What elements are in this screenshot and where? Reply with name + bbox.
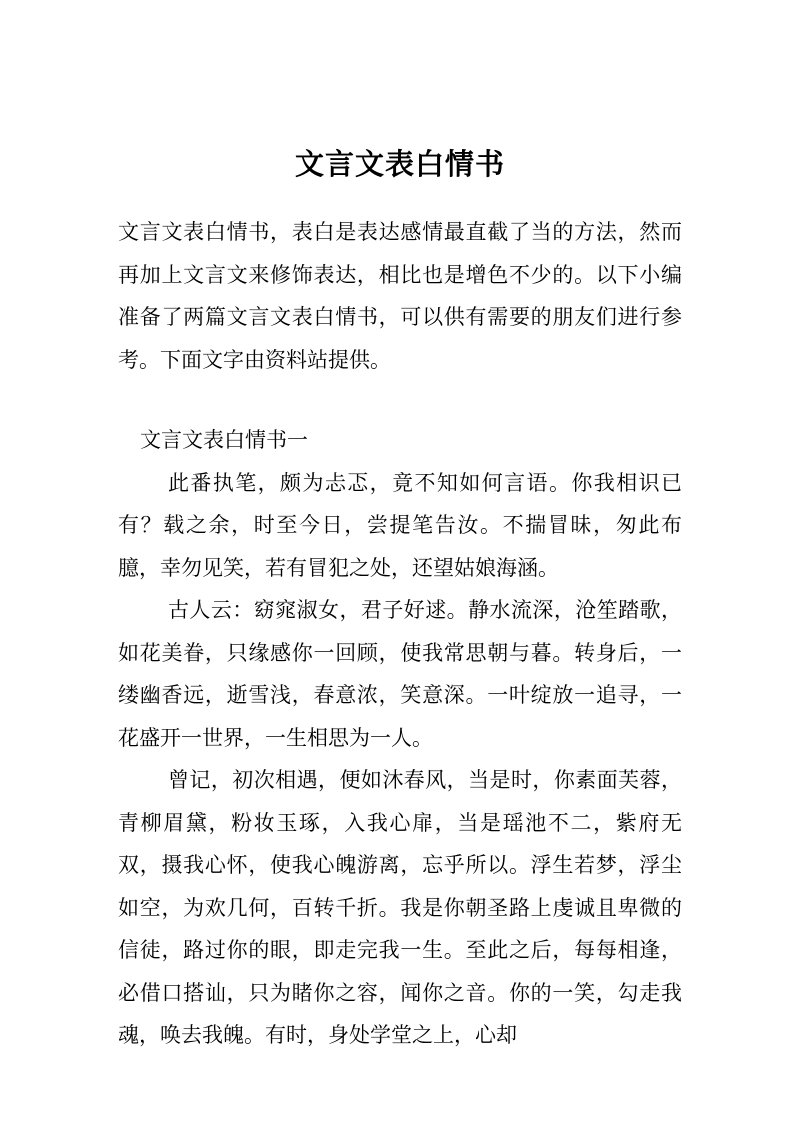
letter-paragraph-2: 古人云：窈窕淑女，君子好逑。静水流深，沧笙踏歌，如花美眷，只缘感你一回顾，使我常思朝与暮。转身后，一缕幽香远，逝雪浅，春意浓，笑意深。一叶绽放一追寻，一花盛开一世界，一生相思为一人。 <box>118 598 682 750</box>
letter-paragraph-3: 曾记，初次相遇，便如沐春风，当是时，你素面芙蓉，青柳眉黛，粉妆玉琢，入我心扉，当是瑶池不二，紫府无双，摄我心怀，使我心魄游离，忘乎所以。浮生若梦，浮尘如空，为欢几何，百转千折。我是你朝圣路上虔诚且卑微的信徒，路过你的眼，即走完我一生。至此之后，每每相逢，必借口搭讪，只为睹你之容，闻你之音。你的一笑，勾走我魂，唤去我魄。有时，身处学堂之上，心却 <box>118 768 682 1047</box>
intro-paragraph: 文言文表白情书，表白是表达感情最直截了当的方法，然而再加上文言文来修饰表达，相比也是增色不少的。以下小编准备了两篇文言文表白情书，可以供有需要的朋友们进行参考。下面文字由资料站提供。 <box>118 220 682 372</box>
document-title: 文言文表白情书 <box>294 149 505 181</box>
document-body <box>118 211 682 1057</box>
section-heading: 文言文表白情书一 <box>140 428 308 452</box>
letter-paragraph-1: 此番执笔，颇为忐忑，竟不知如何言语。你我相识已有？载之余，时至今日，尝提笔告汝。不揣冒昧，匆此布臆，幸勿见笑，若有冒犯之处，还望姑娘海涵。 <box>118 470 682 580</box>
